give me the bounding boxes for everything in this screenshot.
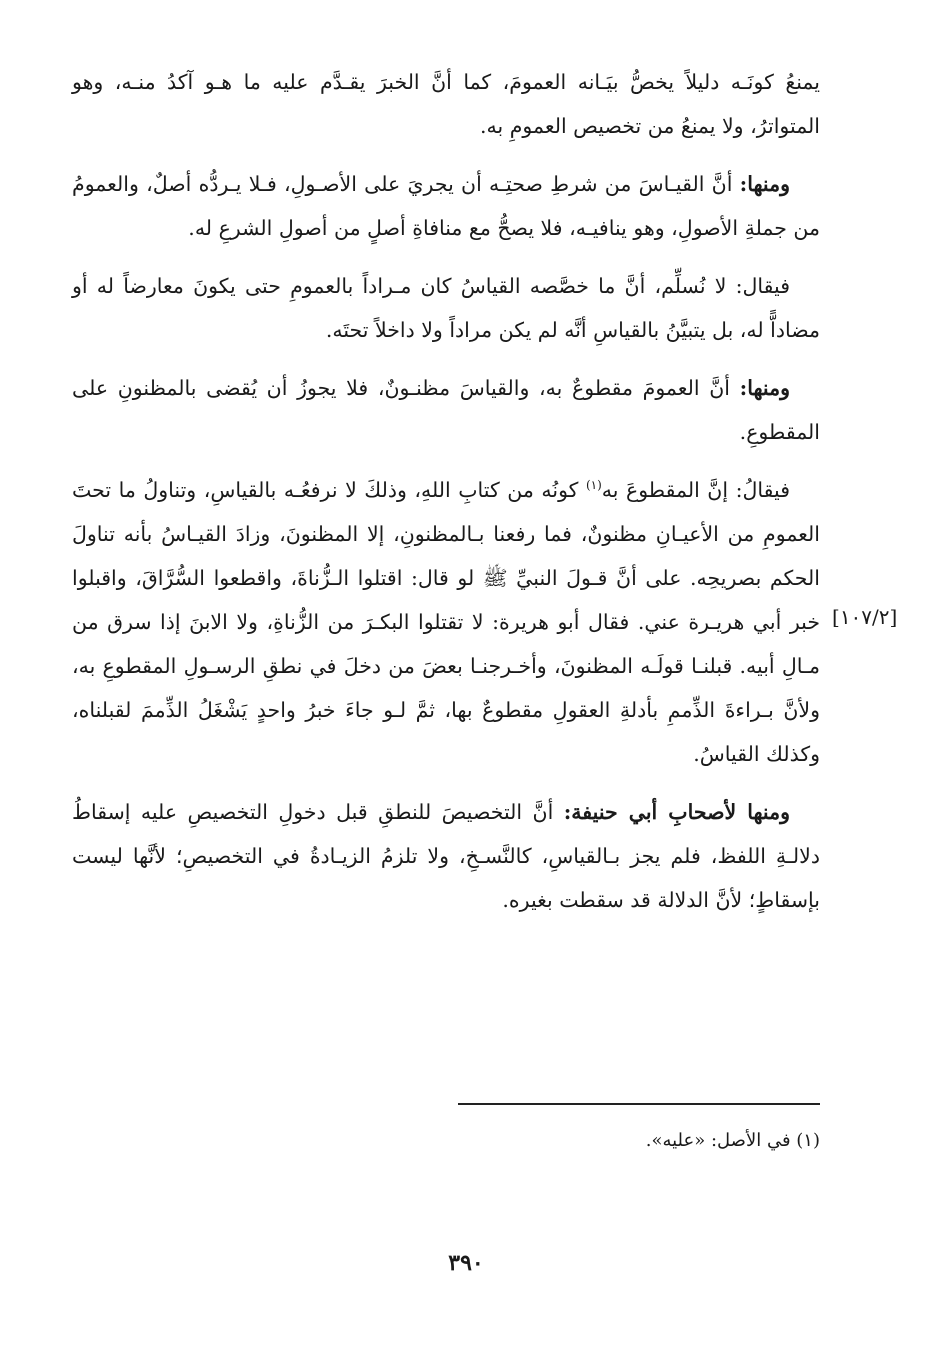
- paragraph-5: [72, 468, 820, 776]
- paragraph-text: أنَّ التخصيصَ للنطقِ قبل دخولِ التخصيصِ عليه إسقاطُ دلالـةِ اللفظ، فلم يجز بـالقياسِ، كالنَّسـخِ، ولا تلزمُ الزيـادةُ في التخصيصِ؛ لأنَّها ليست بإسقاطٍ؛ لأنَّ الدلالة قد سقطت بغيره.: [72, 800, 820, 912]
- footnote: (١) في الأصل: «عليه».: [645, 1130, 820, 1151]
- paragraph-1: [72, 60, 820, 148]
- paragraph-text: أنَّ العمومَ مقطوعٌ به، والقياسَ مظنـونٌ، فلا يجوزُ أن يُقضى بالمظنونِ على المقطوعِ.: [72, 376, 820, 444]
- paragraph-text: أنَّ القيـاسَ من شرطِ صحتِـه أن يجريَ على الأصـولِ، فـلا يـردُّه أصلٌ، والعمومُ من جملةِ الأصولِ، وهو ينافيـه، فلا يصحُّ مع منافاةِ أصلٍ من أصولِ الشرعِ له.: [72, 172, 820, 240]
- footnote-divider: [458, 1103, 820, 1105]
- paragraph-4: [72, 366, 820, 454]
- paragraph-text: كونُه من كتابِ اللهِ، وذلكَ لا نرفعُـه بالقياسِ، وتناولُ ما تحتَ العمومِ من الأعيـانِ مظنونٌ، فما رفعنا بـالمظنونِ، إلا المظنونَ، وزادَ القيـاسُ بأنه تناولَ الحكم بصريحِه. على أنَّ قـولَ النبيِّ ﷺ لو قال: اقتلوا الـزُّناةَ، واقطعوا السُّرَّاقَ، واقبلوا خبر أبي هريـرة عني. فقال أبو هريرة: لا تقتلوا البكـرَ من الزُّناةِ، ولا الابنَ إذا سرق من مـالِ أبيه. قبلنـا قولَـه المظنونَ، وأخـرجنـا بعضَ من دخلَ في نطقِ الرسـولِ المقطوعِ به، ولأنَّ بـراءةَ الذِّممِ بأدلةِ العقولِ مقطوعٌ بها، ثمَّ لـو جاءَ خبرُ واحدٍ يَشْغَلُ الذِّممَ لقبلناه، وكذلك القياسُ.: [72, 478, 820, 766]
- paragraph-lead: ومنها لأصحابِ أبي حنيفة:: [563, 800, 790, 824]
- paragraph-lead: ومنها:: [739, 172, 790, 196]
- paragraph-text: فيقال: لا نُسلِّم، أنَّ ما خصَّصه القياسُ كان مـراداً بالعمومِ حتى يكونَ معارضاً له أو مضاداًّ له، بل يتبيَّنُ بالقياسِ أنَّه لم يكن مراداً ولا داخلاً تحتَه.: [72, 274, 820, 342]
- footnote-reference[interactable]: (١): [585, 478, 602, 493]
- paragraph-text-start: فيقالُ: إنَّ المقطوعَ به: [601, 478, 790, 502]
- page-number: ٣٩٠: [448, 1250, 484, 1276]
- paragraph-2: [72, 162, 820, 250]
- main-text: [72, 60, 820, 936]
- paragraph-lead: ومنها:: [739, 376, 790, 400]
- paragraph-6: [72, 790, 820, 922]
- paragraph-text: يمنعُ كونَـه دليلاً يخصُّ بيَـانه العمومَ، كما أنَّ الخبرَ يقـدَّم عليه ما هـو آكدُ منـه، وهو المتواترُ، ولا يمنعُ من تخصيص العمومِ به.: [72, 70, 820, 138]
- margin-page-reference: [١٠٧/٢]: [832, 605, 898, 629]
- paragraph-3: [72, 264, 820, 352]
